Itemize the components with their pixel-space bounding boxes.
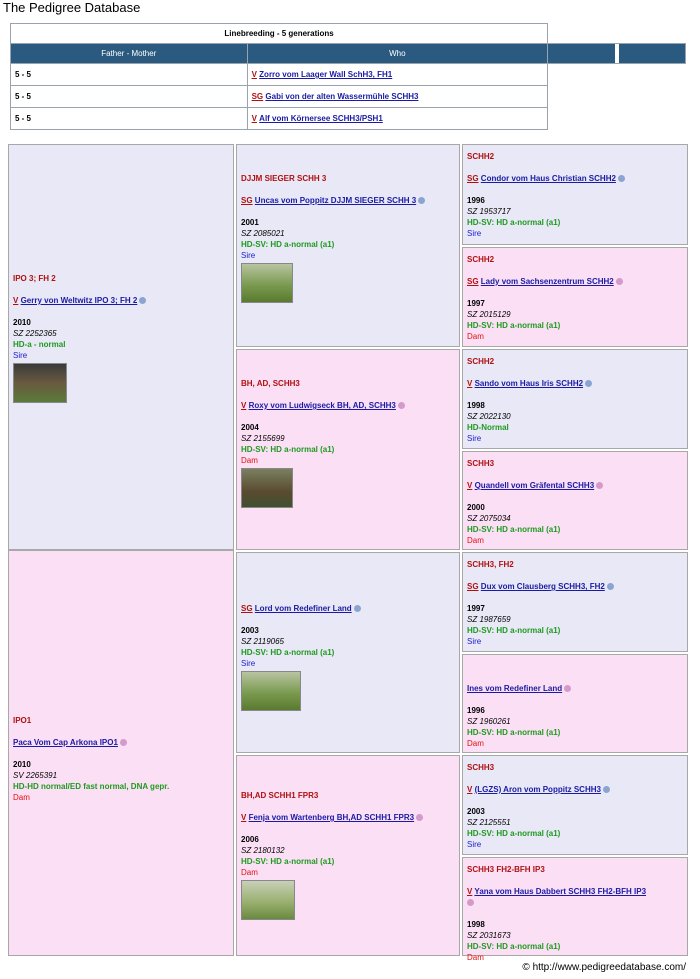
site-title: The Pedigree Database — [3, 0, 141, 15]
dog-photo[interactable] — [241, 671, 301, 711]
paperclip-icon[interactable] — [585, 380, 592, 387]
paperclip-icon[interactable] — [467, 899, 474, 906]
dog-link[interactable]: Roxy vom Ludwigseck BH, AD, SCHH3 — [248, 401, 396, 410]
paperclip-icon[interactable] — [564, 685, 571, 692]
paperclip-icon[interactable] — [603, 786, 610, 793]
dog-link[interactable]: Sando vom Haus Iris SCHH2 — [474, 379, 584, 388]
table-row: 5 - 5 V Zorro vom Laager Wall SchH3, FH1 — [11, 64, 686, 86]
dog-link[interactable]: Dux vom Clausberg SCHH3, FH2 — [480, 582, 605, 591]
dog-link[interactable]: Condor vom Haus Christian SCHH2 — [480, 174, 616, 183]
dog-link[interactable]: Lord vom Redefiner Land — [254, 604, 352, 613]
paperclip-icon[interactable] — [616, 278, 623, 285]
pedigree-cell-sds: SCHH2 V Sando vom Haus Iris SCHH2 1998 SZ 2022130 HD-Normal Sire — [462, 349, 688, 449]
table-row: 5 - 5 V Alf vom Körnersee SCHH3/PSH1 — [11, 108, 686, 130]
pedigree-cell-dds: SCHH3 V (LGZS) Aron vom Poppitz SCHH3 2003 SZ 2125551 HD-SV: HD a-normal (a1) Sire — [462, 755, 688, 855]
dog-link[interactable]: Paca Vom Cap Arkona IPO1 — [13, 738, 118, 747]
pedigree-cell-ss: DJJM SIEGER SCHH 3 SG Uncas vom Poppitz DJJM SIEGER SCHH 3 2001 SZ 2085021 HD-SV: HD a-normal (a1) Sire — [236, 144, 460, 347]
dog-link[interactable]: Yana vom Haus Dabbert SCHH3 FH2-BFH IP3 — [474, 887, 647, 896]
pedigree-cell-ssd: SCHH2 SG Lady vom Sachsenzentrum SCHH2 1997 SZ 2015129 HD-SV: HD a-normal (a1) Dam — [462, 247, 688, 347]
paperclip-icon[interactable] — [120, 739, 127, 746]
paperclip-icon[interactable] — [139, 297, 146, 304]
dog-link[interactable]: Zorro vom Laager Wall SchH3, FH1 — [259, 70, 393, 79]
dog-link[interactable]: Gabi von der alten Wassermühle SCHH3 — [265, 92, 419, 101]
footer-copyright[interactable]: © http://www.pedigreedatabase.com/ — [522, 962, 686, 973]
dog-photo[interactable] — [241, 880, 295, 920]
paperclip-icon[interactable] — [398, 402, 405, 409]
dog-link[interactable]: Gerry von Weltwitz IPO 3; FH 2 — [20, 296, 138, 305]
pedigree-cell-sd: BH, AD, SCHH3 V Roxy vom Ludwigseck BH, AD, SCHH3 2004 SZ 2155699 HD-SV: HD a-normal (a1) Dam — [236, 349, 460, 550]
dog-photo[interactable] — [241, 468, 293, 508]
table-row: 5 - 5 SG Gabi von der alten Wassermühle SCHH3 — [11, 86, 686, 108]
paperclip-icon[interactable] — [418, 197, 425, 204]
dog-link[interactable]: Alf vom Körnersee SCHH3/PSH1 — [259, 114, 383, 123]
pedigree-cell-dss: SCHH3, FH2 SG Dux vom Clausberg SCHH3, FH2 1997 SZ 1987659 HD-SV: HD a-normal (a1) Sire — [462, 552, 688, 652]
dog-link[interactable]: Uncas vom Poppitz DJJM SIEGER SCHH 3 — [254, 196, 417, 205]
dog-link[interactable]: Fenja vom Wartenberg BH,AD SCHH1 FPR3 — [248, 813, 415, 822]
pedigree-cell-ds: SG Lord vom Redefiner Land 2003 SZ 2119065 HD-SV: HD a-normal (a1) Sire — [236, 552, 460, 753]
column-header-father-mother[interactable]: Father - Mother — [11, 44, 248, 64]
dog-link[interactable]: Lady vom Sachsenzentrum SCHH2 — [480, 277, 614, 286]
column-header-blurred — [548, 44, 686, 64]
linebreeding-table — [10, 23, 686, 130]
pedigree-cell-sss: SCHH2 SG Condor vom Haus Christian SCHH2 1996 SZ 1953717 HD-SV: HD a-normal (a1) Sire — [462, 144, 688, 245]
column-header-who[interactable]: Who — [247, 44, 548, 64]
pedigree-cell-dsd: Ines vom Redefiner Land 1996 SZ 1960261 HD-SV: HD a-normal (a1) Dam — [462, 654, 688, 753]
pedigree-cell-sdd: SCHH3 V Quandell vom Gräfental SCHH3 2000 SZ 2075034 HD-SV: HD a-normal (a1) Dam — [462, 451, 688, 550]
paperclip-icon[interactable] — [607, 583, 614, 590]
dog-link[interactable]: Quandell vom Gräfental SCHH3 — [474, 481, 595, 490]
paperclip-icon[interactable] — [354, 605, 361, 612]
dog-photo[interactable] — [241, 263, 293, 303]
pedigree-cell-dd: BH,AD SCHH1 FPR3 V Fenja vom Wartenberg BH,AD SCHH1 FPR3 2006 SZ 2180132 HD-SV: HD a-normal (a1) Dam — [236, 755, 460, 956]
dog-link[interactable]: Ines vom Redefiner Land — [467, 684, 563, 693]
pedigree-cell-dam: IPO1 Paca Vom Cap Arkona IPO1 2010 SV 2265391 HD-HD normal/ED fast normal, DNA gepr. Dam — [8, 550, 234, 956]
paperclip-icon[interactable] — [596, 482, 603, 489]
dog-link[interactable]: (LGZS) Aron vom Poppitz SCHH3 — [474, 785, 601, 794]
paperclip-icon[interactable] — [618, 175, 625, 182]
paperclip-icon[interactable] — [416, 814, 423, 821]
pedigree-grid — [8, 144, 688, 962]
linebreeding-caption: Linebreeding - 5 generations — [11, 24, 548, 44]
dog-photo[interactable] — [13, 363, 67, 403]
pedigree-cell-sire: IPO 3; FH 2 V Gerry von Weltwitz IPO 3; FH 2 2010 SZ 2252365 HD-a - normal Sire — [8, 144, 234, 550]
pedigree-cell-ddd: SCHH3 FH2-BFH IP3 V Yana vom Haus Dabbert SCHH3 FH2-BFH IP3 1998 SZ 2031673 HD-SV: HD a-normal (a1) Dam — [462, 857, 688, 956]
